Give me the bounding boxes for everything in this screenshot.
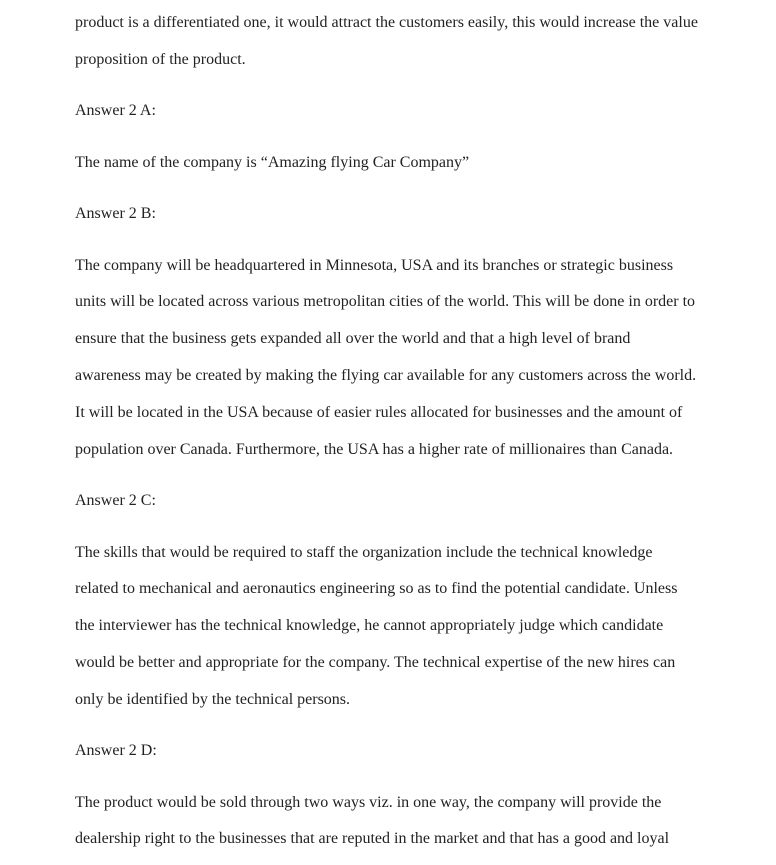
- answer-2a-heading: Answer 2 A:: [75, 102, 156, 119]
- paragraph-line: dealership right to the businesses that are reputed in the market and that has a good and loyal: [75, 830, 670, 847]
- paragraph-line: product is a differentiated one, it would attract the customers easily, this would increase the value: [75, 14, 698, 31]
- paragraph-line: population over Canada. Furthermore, the USA has a higher rate of millionaires than Canada.: [75, 441, 674, 458]
- paragraph-line: related to mechanical and aeronautics engineering so as to find the potential candidate. Unless: [75, 580, 678, 597]
- answer-2d-heading: Answer 2 D:: [75, 742, 157, 759]
- paragraph-line: units will be located across various metropolitan cities of the world. This will be done in order to: [75, 293, 696, 310]
- paragraph-line: only be identified by the technical persons.: [75, 691, 351, 708]
- paragraph-line: ensure that the business gets expanded all over the world and that a high level of brand: [75, 330, 631, 347]
- paragraph-line: awareness may be created by making the flying car available for any customers across the world.: [75, 367, 697, 384]
- paragraph-line: proposition of the product.: [75, 51, 246, 68]
- paragraph-line: The product would be sold through two ways viz. in one way, the company will provide the: [75, 794, 662, 811]
- answer-2c-heading: Answer 2 C:: [75, 492, 156, 509]
- paragraph-line: It will be located in the USA because of easier rules allocated for businesses and the amount of: [75, 404, 683, 421]
- paragraph-line: the interviewer has the technical knowledge, he cannot appropriately judge which candidate: [75, 617, 664, 634]
- answer-2b-heading: Answer 2 B:: [75, 205, 156, 222]
- paragraph-line: The company will be headquartered in Minnesota, USA and its branches or strategic business: [75, 257, 674, 274]
- paragraph-line: The skills that would be required to staff the organization include the technical knowledge: [75, 544, 653, 561]
- paragraph-line: The name of the company is “Amazing flying Car Company”: [75, 154, 470, 171]
- paragraph-line: would be better and appropriate for the company. The technical expertise of the new hires can: [75, 654, 676, 671]
